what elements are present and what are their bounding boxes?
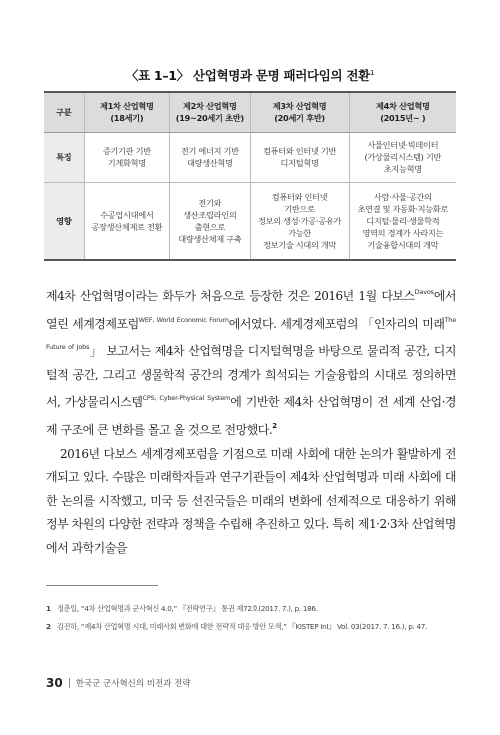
superscript-note: CPS, Cyber-Physical System [142, 394, 231, 403]
table-cell: 증기기관 기반 기계화혁명 [84, 132, 170, 182]
header-first-revolution: 제1차 산업혁명 (18세기) [84, 92, 170, 132]
table-row-features [44, 132, 456, 182]
footnote [46, 603, 456, 615]
industrial-revolution-table [44, 91, 456, 261]
header-fourth-revolution: 제4차 산업혁명 (2015년~ ) [349, 92, 456, 132]
table-cell: 전기 에너지 기반 대량생산혁명 [170, 132, 250, 182]
table-caption-text: 〈표 1–1〉 산업혁명과 문명 패러다임의 전환 [125, 68, 370, 83]
superscript-note: The Future of Jobs [46, 315, 456, 352]
header-second-revolution: 제2차 산업혁명 (19~20세기 초반) [170, 92, 250, 132]
row-label-impact: 영향 [44, 182, 84, 260]
body-paragraph: 2016년 다보스 세계경제포럼을 기점으로 미래 사회에 대한 논의가 활발하게 전개되고 있다. 수많은 미래학자들과 연구기관들이 제4차 산업혁명과 미래 사회에 대한 논의를 시작했고, 미국 등 선진국들은 미래의 변화에 선제적으로 대응하기 위해 정부 차원의 다양한 전략과 정책을 수립해 추진하고 있다. 특히 제1·2·3차 산업혁명에서 과학기술을 [46, 446, 456, 555]
superscript-note: WEF, World Economic Forum [138, 315, 229, 324]
table-cell: 전기와 생산조립라인의 출현으로 대량생산체제 구축 [170, 182, 250, 260]
table-caption-footnote-ref: 1 [369, 68, 375, 77]
row-label-features: 특징 [44, 132, 84, 182]
table-cell: 컴퓨터와 인터넷 기반으로 정보의 생성·가공·공유가 가능한 정보기술 시대의 개막 [250, 182, 349, 260]
table-header-row [44, 92, 456, 132]
body-paragraph: 제4차 산업혁명이라는 화두가 처음으로 등장한 것은 2016년 1월 다보스$^{Davos}$에서 열린 세계경제포럼$^{WEF, World Economic Forum}$에서였다. 세계경제포럼의 「인자리의 미래$^{The Future of Jobs}$」 보고서는 제4차 산업혁명을 디지털혁명을 바탕으로 물리적 공간, 디지털적 공간, 그리고 생물학적 공간의 경계가 희석되는 기술융합의 시대로 정의하면서, 가상물리시스템$^{CPS, Cyber-Physical System}$에 기반한 제4차 산업혁명이 전 세계 산업·경제 구조에 큰 변화를 몰고 올 것으로 전망했다.$^2$ [46, 288, 457, 437]
footnote-number: 2 [46, 622, 51, 631]
superscript-note: Davos [414, 288, 434, 296]
table-row-impact [44, 182, 456, 260]
table-cell: 사람·사물·공간의 초연결 및 자동화·지능화로 디지털·물리·생물학적 영역의 경계가 사라지는 기술융합시대의 개막 [349, 182, 456, 260]
footnote-number: 1 [46, 604, 51, 613]
page-number: 30 [46, 676, 63, 690]
footnote [46, 621, 456, 633]
footer-divider [69, 678, 70, 688]
book-title: 한국군 군사혁신의 비전과 전략 [75, 679, 191, 689]
table-caption [0, 66, 500, 84]
footnote-text: 정춘일, “4차 산업혁명과 군사혁신 4.0,” 『전략연구』 통권 제72호(2017. 7.), p. 186. [57, 604, 318, 613]
footnotes [46, 603, 456, 639]
footnote-ref: 2 [272, 421, 277, 430]
footnote-text: 김진하, “제4차 산업혁명 시대, 미래사회 변화에 대한 전략적 대응 방안 모색,” 『KISTEP InI』 Vol. 03(2017. 7. 16.), p. 47. [57, 622, 428, 631]
footnote-divider [46, 585, 158, 586]
body-text [46, 281, 456, 561]
header-category: 구분 [44, 92, 84, 132]
table-cell: 사물인터넷·빅데이터 (가상물리시스템) 기반 초지능혁명 [349, 132, 456, 182]
header-third-revolution: 제3차 산업혁명 (20세기 후반) [250, 92, 349, 132]
table-cell: 수공업시대에서 공장생산체제로 전환 [84, 182, 170, 260]
table-cell: 컴퓨터와 인터넷 기반 디지털혁명 [250, 132, 349, 182]
page-footer [46, 676, 191, 690]
